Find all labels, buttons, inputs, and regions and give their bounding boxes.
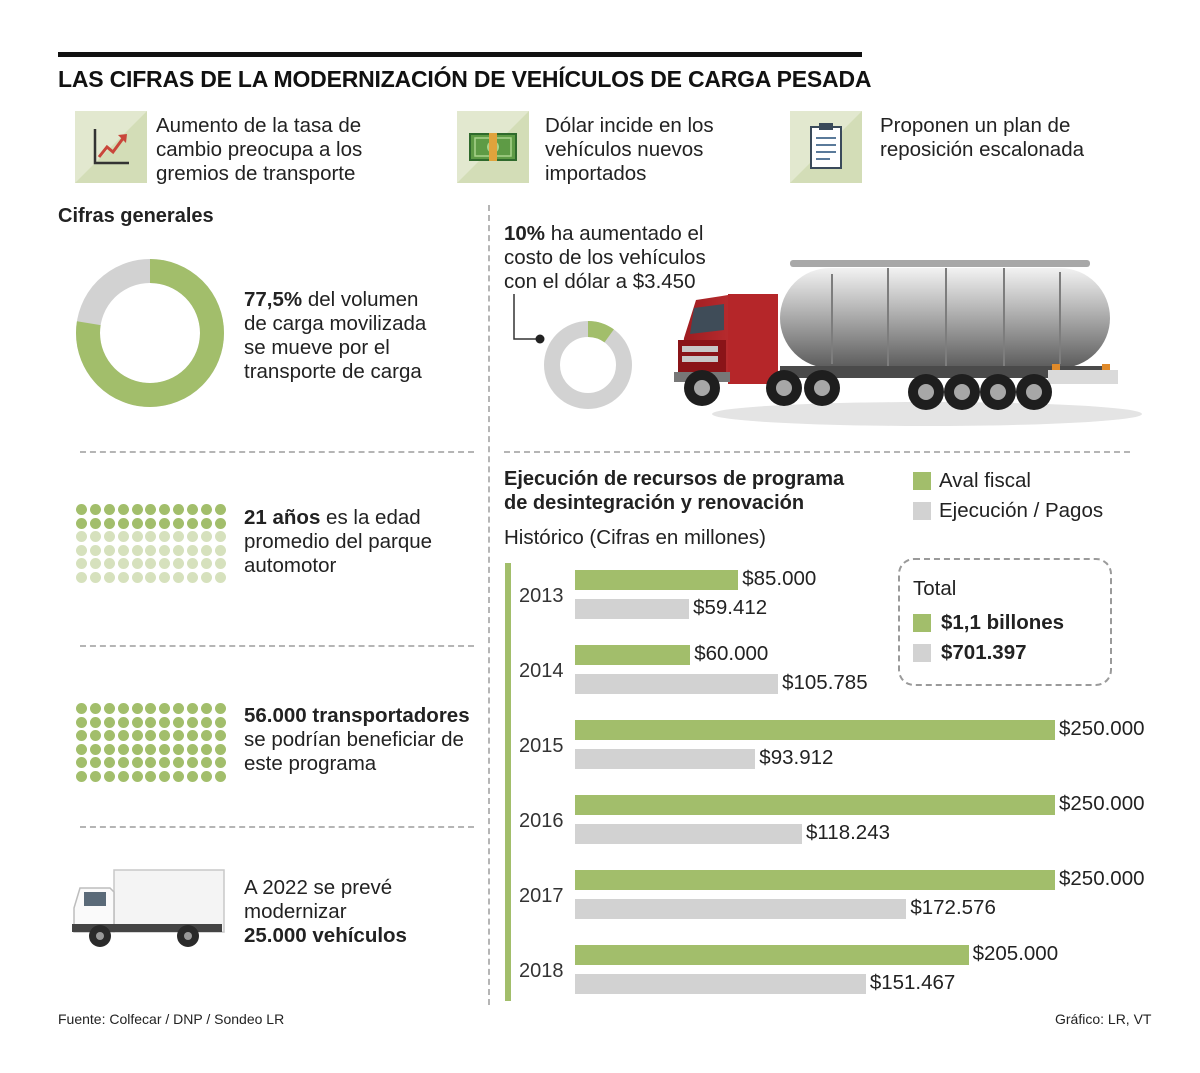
bar-value-label: $250.000	[1059, 717, 1145, 740]
legend-label-aval: Aval fiscal	[939, 469, 1031, 492]
total-ejecucion-value: $701.397	[941, 641, 1027, 664]
matrix-dot	[145, 572, 156, 583]
matrix-dot	[76, 518, 87, 529]
delivery-truck-image	[70, 868, 228, 950]
matrix-dot	[76, 558, 87, 569]
matrix-dot	[215, 771, 226, 782]
matrix-dot	[159, 572, 170, 583]
matrix-dot	[215, 703, 226, 714]
divider	[80, 645, 474, 647]
matrix-dot	[118, 558, 129, 569]
matrix-dot	[145, 558, 156, 569]
matrix-dot	[187, 531, 198, 542]
bar-value-label: $250.000	[1059, 867, 1145, 890]
column-divider	[488, 205, 490, 1005]
dollar-donut	[543, 320, 633, 410]
matrix-dot	[118, 572, 129, 583]
matrix-dot	[132, 757, 143, 768]
matrix-dot	[90, 703, 101, 714]
matrix-dot	[145, 757, 156, 768]
matrix-dot	[215, 545, 226, 556]
matrix-dot	[173, 545, 184, 556]
matrix-dot	[90, 744, 101, 755]
matrix-dot	[145, 504, 156, 515]
matrix-dot	[76, 771, 87, 782]
matrix-dot	[145, 717, 156, 728]
bar-value-label: $118.243	[806, 821, 890, 844]
matrix-dot	[145, 730, 156, 741]
headline-3-tile	[790, 111, 862, 183]
matrix-dot	[132, 504, 143, 515]
matrix-dot	[90, 531, 101, 542]
matrix-dot	[76, 744, 87, 755]
matrix-dot	[132, 771, 143, 782]
bar-value-label: $60.000	[694, 642, 769, 665]
year-label: 2015	[519, 735, 564, 757]
matrix-dot	[132, 518, 143, 529]
matrix-dot	[187, 518, 198, 529]
matrix-dot	[201, 558, 212, 569]
chart-trend-icon	[91, 127, 131, 167]
totals-heading: Total	[913, 577, 957, 600]
matrix-dot	[118, 771, 129, 782]
bar-ejecucion	[575, 749, 755, 769]
total-aval-value: $1,1 billones	[941, 611, 1065, 634]
matrix-dot	[90, 545, 101, 556]
divider	[80, 826, 474, 828]
matrix-dot	[76, 703, 87, 714]
matrix-dot	[201, 504, 212, 515]
matrix-dot	[118, 744, 129, 755]
matrix-dot	[76, 572, 87, 583]
matrix-dot	[215, 558, 226, 569]
legend-swatch-ejecucion	[913, 502, 931, 520]
matrix-dot	[104, 730, 115, 741]
matrix-dot	[187, 744, 198, 755]
dollar-text: 10% ha aumentado el costo de los vehículos con el dólar a $3.450	[504, 222, 706, 293]
matrix-dot	[201, 545, 212, 556]
matrix-dot	[159, 504, 170, 515]
matrix-dot	[187, 545, 198, 556]
matrix-dot	[132, 744, 143, 755]
matrix-dot	[159, 717, 170, 728]
divider	[80, 451, 474, 453]
matrix-dot	[201, 744, 212, 755]
matrix-dot	[201, 757, 212, 768]
matrix-dot	[187, 730, 198, 741]
matrix-dot	[145, 703, 156, 714]
matrix-dot	[90, 730, 101, 741]
year-label: 2016	[519, 810, 564, 832]
matrix-dot	[187, 572, 198, 583]
matrix-dot	[104, 518, 115, 529]
matrix-dot	[159, 558, 170, 569]
matrix-dot	[90, 572, 101, 583]
matrix-dot	[145, 744, 156, 755]
matrix-dot	[215, 757, 226, 768]
matrix-dot	[132, 558, 143, 569]
bar-aval	[575, 720, 1055, 740]
bar-ejecucion	[575, 899, 906, 919]
year-label: 2014	[519, 660, 564, 682]
age-text: 21 años es la edad promedio del parque automotor	[244, 506, 433, 577]
matrix-dot	[104, 771, 115, 782]
matrix-dot	[104, 572, 115, 583]
matrix-dot	[90, 717, 101, 728]
matrix-dot	[159, 757, 170, 768]
bar-value-label: $205.000	[972, 942, 1059, 965]
matrix-dot	[145, 771, 156, 782]
bar-ejecucion	[575, 824, 802, 844]
matrix-dot	[104, 757, 115, 768]
carriers-dot-matrix	[76, 703, 229, 784]
matrix-dot	[173, 744, 184, 755]
title-rule	[58, 52, 862, 57]
matrix-dot	[145, 531, 156, 542]
matrix-dot	[173, 757, 184, 768]
matrix-dot	[187, 504, 198, 515]
matrix-dot	[201, 730, 212, 741]
matrix-dot	[118, 518, 129, 529]
matrix-dot	[118, 545, 129, 556]
matrix-dot	[132, 730, 143, 741]
matrix-dot	[76, 730, 87, 741]
matrix-dot	[76, 757, 87, 768]
carriers-text: 56.000 transportadores se podrían beneficiar de este programa	[244, 704, 470, 775]
cargo-donut	[76, 259, 224, 407]
bar-aval	[575, 570, 738, 590]
matrix-dot	[76, 717, 87, 728]
matrix-dot	[215, 717, 226, 728]
banknote-icon	[469, 133, 517, 161]
matrix-dot	[76, 504, 87, 515]
bar-ejecucion	[575, 974, 866, 994]
matrix-dot	[145, 518, 156, 529]
matrix-dot	[159, 545, 170, 556]
legend-swatch-aval	[913, 472, 931, 490]
matrix-dot	[187, 558, 198, 569]
matrix-dot	[118, 504, 129, 515]
matrix-dot	[173, 730, 184, 741]
matrix-dot	[132, 703, 143, 714]
matrix-dot	[132, 717, 143, 728]
bar-value-label: $93.912	[759, 746, 834, 769]
year-label: 2017	[519, 885, 564, 907]
matrix-dot	[104, 703, 115, 714]
headline-2-text: Dólar incide en los vehículos nuevos importados	[545, 114, 714, 185]
matrix-dot	[104, 558, 115, 569]
matrix-dot	[201, 518, 212, 529]
bar-ejecucion	[575, 599, 689, 619]
cargo-text: 77,5% del volumen de carga movilizada se mueve por el transporte de carga	[244, 288, 427, 383]
matrix-dot	[215, 531, 226, 542]
matrix-dot	[215, 504, 226, 515]
bar-ejecucion	[575, 674, 778, 694]
matrix-dot	[132, 531, 143, 542]
matrix-dot	[201, 703, 212, 714]
matrix-dot	[104, 531, 115, 542]
matrix-dot	[132, 545, 143, 556]
year-axis	[505, 563, 511, 1001]
age-dot-matrix	[76, 504, 229, 585]
matrix-dot	[201, 531, 212, 542]
matrix-dot	[159, 703, 170, 714]
matrix-dot	[187, 771, 198, 782]
bar-value-label: $151.467	[869, 971, 956, 994]
matrix-dot	[159, 518, 170, 529]
credit-note: Gráfico: LR, VT	[1055, 1011, 1152, 1027]
headline-2-tile	[457, 111, 529, 183]
matrix-dot	[201, 717, 212, 728]
bar-aval	[575, 645, 690, 665]
matrix-dot	[201, 572, 212, 583]
matrix-dot	[159, 771, 170, 782]
matrix-dot	[104, 744, 115, 755]
page-title: LAS CIFRAS DE LA MODERNIZACIÓN DE VEHÍCULOS DE CARGA PESADA	[58, 66, 872, 92]
matrix-dot	[76, 545, 87, 556]
matrix-dot	[173, 771, 184, 782]
matrix-dot	[173, 717, 184, 728]
tanker-truck-image	[672, 238, 1146, 430]
dollar-donut-track	[552, 329, 624, 401]
matrix-dot	[215, 744, 226, 755]
matrix-dot	[90, 504, 101, 515]
matrix-dot	[145, 545, 156, 556]
matrix-dot	[201, 771, 212, 782]
matrix-dot	[187, 757, 198, 768]
headline-1-tile	[75, 111, 147, 183]
chart-title: Ejecución de recursos de programa de desintegración y renovación	[504, 468, 845, 514]
bar-value-label: $105.785	[782, 671, 868, 694]
bar-value-label: $59.412	[693, 596, 768, 619]
matrix-dot	[173, 703, 184, 714]
headline-1-text: Aumento de la tasa de cambio preocupa a los gremios de transporte	[156, 114, 363, 185]
matrix-dot	[104, 545, 115, 556]
year-label: 2013	[519, 585, 564, 607]
bar-value-label: $85.000	[742, 567, 817, 590]
matrix-dot	[215, 730, 226, 741]
matrix-dot	[215, 572, 226, 583]
matrix-dot	[173, 572, 184, 583]
bar-aval	[575, 870, 1055, 890]
matrix-dot	[187, 717, 198, 728]
legend-label-ejecucion: Ejecución / Pagos	[939, 499, 1104, 522]
matrix-dot	[187, 703, 198, 714]
matrix-dot	[90, 518, 101, 529]
bar-aval	[575, 945, 969, 965]
year-label: 2018	[519, 960, 564, 982]
matrix-dot	[104, 504, 115, 515]
matrix-dot	[118, 717, 129, 728]
matrix-dot	[118, 703, 129, 714]
general-heading: Cifras generales	[58, 205, 214, 227]
matrix-dot	[173, 558, 184, 569]
matrix-dot	[90, 558, 101, 569]
bar-value-label: $172.576	[910, 896, 996, 919]
matrix-dot	[118, 531, 129, 542]
bar-aval	[575, 795, 1055, 815]
matrix-dot	[173, 531, 184, 542]
chart-subtitle: Histórico (Cifras en millones)	[504, 526, 767, 549]
matrix-dot	[90, 771, 101, 782]
plan-text: A 2022 se prevé modernizar 25.000 vehículos	[244, 876, 407, 947]
bar-value-label: $250.000	[1059, 792, 1145, 815]
total-swatch-ejecucion	[913, 644, 931, 662]
matrix-dot	[76, 531, 87, 542]
source-note: Fuente: Colfecar / DNP / Sondeo LR	[58, 1011, 285, 1027]
total-swatch-aval	[913, 614, 931, 632]
divider	[504, 451, 1130, 453]
matrix-dot	[159, 531, 170, 542]
matrix-dot	[159, 744, 170, 755]
matrix-dot	[173, 504, 184, 515]
matrix-dot	[118, 757, 129, 768]
clipboard-icon	[810, 123, 842, 169]
matrix-dot	[159, 730, 170, 741]
headline-3-text: Proponen un plan de reposición escalonada	[880, 114, 1084, 161]
matrix-dot	[90, 757, 101, 768]
matrix-dot	[173, 518, 184, 529]
matrix-dot	[132, 572, 143, 583]
matrix-dot	[215, 518, 226, 529]
matrix-dot	[118, 730, 129, 741]
matrix-dot	[104, 717, 115, 728]
